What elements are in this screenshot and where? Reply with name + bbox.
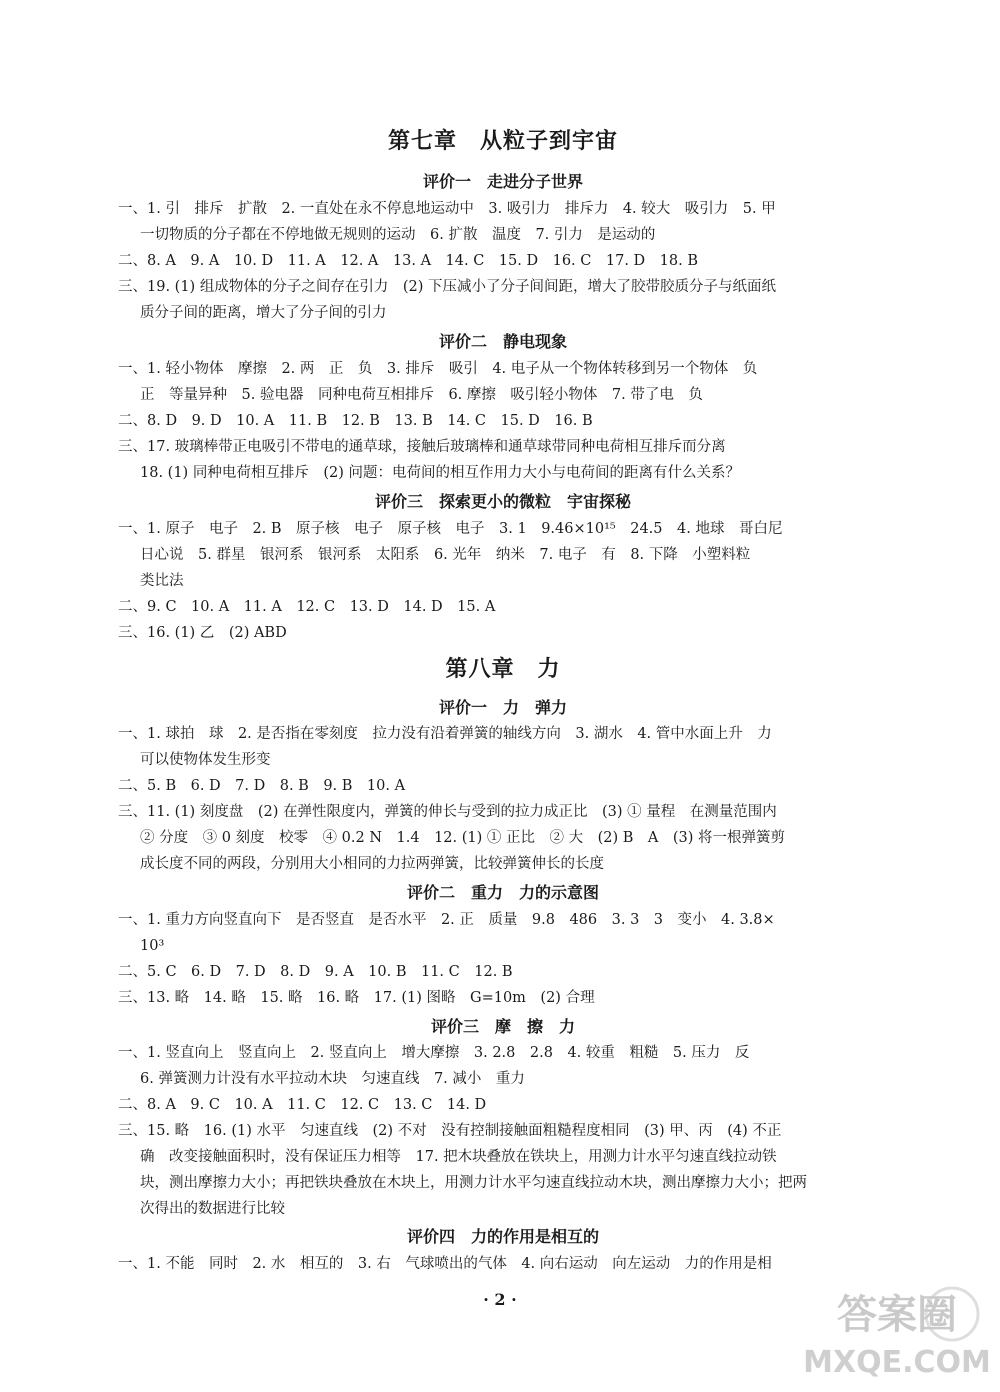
watermark-text-bottom: MXQE.COM — [803, 1345, 991, 1380]
answer-block — [118, 1040, 888, 1222]
answer-line: 日心说 5. 群星 银河系 银河系 太阳系 6. 光年 纳米 7. 电子 有 8. 下降 小塑料粒 — [140, 547, 751, 563]
answer-line: 类比法 — [140, 573, 184, 589]
answer-line: 18. (1) 同种电荷相互排斥 (2) 问题：电荷间的相互作用力大小与电荷间的距离有什么关系？ — [140, 465, 740, 481]
answer-line: ② 分度 ③ 0 刻度 校零 ④ 0.2 N 1.4 12. (1) ① 正比 ② 大 (2) B A (3) 将一根弹簧剪 — [140, 830, 786, 846]
answer-line: 一、1. 引 排斥 扩散 2. 一直处在永不停息地运动中 3. 吸引力 排斥力 4. 较大 吸引力 5. 甲 — [118, 201, 776, 217]
answer-block — [118, 907, 888, 1011]
answer-line: 二、5. B 6. D 7. D 8. B 9. B 10. A — [118, 778, 406, 794]
section-title: 评价二 静电现象 — [438, 332, 567, 351]
section-title: 评价二 重力 力的示意图 — [406, 883, 599, 902]
watermark-logo — [802, 1276, 992, 1386]
answer-line: 三、16. (1) 乙 (2) ABD — [118, 625, 287, 641]
answer-line: 一、1. 原子 电子 2. B 原子核 电子 原子核 电子 3. 1 9.46×10¹⁵ 24.5 4. 地球 哥白尼 — [118, 521, 783, 537]
answer-line: 一、1. 重力方向竖直向下 是否竖直 是否水平 2. 正 质量 9.8 486 3. 3 3 变小 4. 3.8× — [118, 912, 775, 928]
answer-line: 正 等量异种 5. 验电器 同种电荷互相排斥 6. 摩擦 吸引轻小物体 7. 带了电 负 — [140, 387, 703, 403]
section-title: 评价三 摩 擦 力 — [430, 1017, 575, 1036]
chapter-7-title: 第七章 从粒子到宇宙 — [387, 129, 618, 154]
answer-line: 一切物质的分子都在不停地做无规则的运动 6. 扩散 温度 7. 引力 是运动的 — [140, 227, 656, 243]
answer-line: 三、13. 略 14. 略 15. 略 16. 略 17. (1) 图略 G=10m (2) 合理 — [118, 990, 595, 1006]
answer-line: 三、11. (1) 刻度盘 (2) 在弹性限度内，弹簧的伸长与受到的拉力成正比 (3) ① 量程 在测量范围内 — [118, 804, 777, 820]
answer-line: 二、9. C 10. A 11. A 12. C 13. D 14. D 15. A — [118, 599, 496, 615]
answer-block — [118, 516, 888, 646]
answer-line: 一、1. 不能 同时 2. 水 相互的 3. 右 气球喷出的气体 4. 向右运动 向左运动 力的作用是相 — [118, 1256, 772, 1272]
answer-line: 一、1. 球拍 球 2. 是否指在零刻度 拉力没有沿着弹簧的轴线方向 3. 湖水 4. 管中水面上升 力 — [118, 726, 772, 742]
answer-line: 二、8. A 9. A 10. D 11. A 12. A 13. A 14. C 15. D 16. C 17. D 18. B — [118, 253, 698, 269]
answer-line: 一、1. 轻小物体 摩擦 2. 两 正 负 3. 排斥 吸引 4. 电子从一个物体转移到另一个物体 负 — [118, 361, 758, 377]
answer-line: 二、8. A 9. C 10. A 11. C 12. C 13. C 14. D — [118, 1097, 487, 1113]
chapter-8-title: 第八章 力 — [445, 657, 561, 682]
answer-line: 10³ — [140, 938, 165, 954]
answer-line: 确 改变接触面积时，没有保证压力相等 17. 把木块叠放在铁块上，用测力计水平匀速直线拉动铁 — [140, 1149, 777, 1165]
answer-line: 质分子间的距离，增大了分子间的引力 — [140, 305, 387, 321]
answer-line: 二、5. C 6. D 7. D 8. D 9. A 10. B 11. C 12. B — [118, 964, 513, 980]
answer-line: 成长度不同的两段，分别用大小相同的力拉两弹簧，比较弹簧伸长的长度 — [140, 856, 604, 872]
answer-line: 三、15. 略 16. (1) 水平 匀速直线 (2) 不对 没有控制接触面粗糙程度相同 (3) 甲、丙 (4) 不正 — [118, 1123, 782, 1139]
answer-line: 次得出的数据进行比较 — [140, 1201, 285, 1217]
answer-block — [118, 196, 888, 326]
section-title: 评价一 力 弹力 — [438, 698, 567, 717]
answer-line: 块，测出摩擦力大小；再把铁块叠放在木块上，用测力计水平匀速直线拉动木块，测出摩擦力大小；把两 — [140, 1175, 807, 1191]
section-title: 评价一 走进分子世界 — [422, 172, 583, 191]
answer-line: 三、19. (1) 组成物体的分子之间存在引力 (2) 下压减小了分子间间距，增大了胶带胶质分子与纸面纸 — [118, 279, 776, 295]
answer-line: 三、17. 玻璃棒带正电吸引不带电的通草球，接触后玻璃棒和通草球带同种电荷相互排斥而分离 — [118, 439, 726, 455]
section-title: 评价四 力的作用是相互的 — [406, 1227, 599, 1246]
answer-line: 可以使物体发生形变 — [140, 752, 271, 768]
answer-block — [118, 356, 888, 486]
answer-line: 6. 弹簧测力计没有水平拉动木块 匀速直线 7. 减小 重力 — [140, 1071, 525, 1087]
page-number: · 2 · — [483, 1290, 517, 1309]
answer-block — [118, 721, 888, 877]
watermark-text-top: 答案圈 — [837, 1292, 957, 1338]
answer-line: 二、8. D 9. D 10. A 11. B 12. B 13. B 14. C 15. D 16. B — [118, 413, 593, 429]
section-title: 评价三 探索更小的微粒 宇宙探秘 — [374, 492, 631, 511]
answer-line: 一、1. 竖直向上 竖直向上 2. 竖直向上 增大摩擦 3. 2.8 2.8 4. 较重 粗糙 5. 压力 反 — [118, 1045, 750, 1061]
answer-block — [118, 1251, 888, 1277]
